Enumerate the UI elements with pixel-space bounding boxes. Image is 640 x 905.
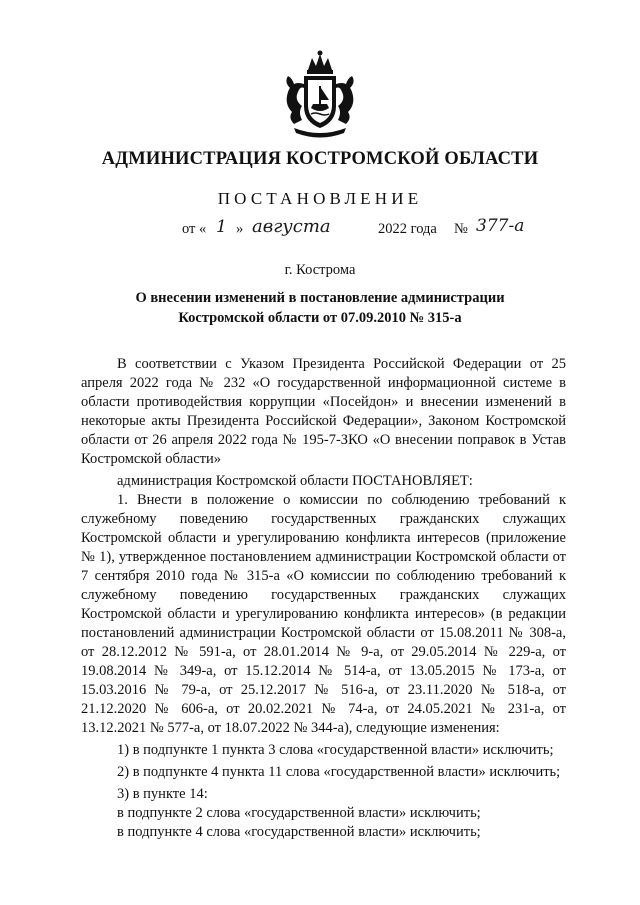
resolution-line: администрация Костромской области ПОСТАНОВЛЯЕТ:	[117, 473, 473, 489]
organization-title: АДМИНИСТРАЦИЯ КОСТРОМСКОЙ ОБЛАСТИ	[101, 149, 539, 169]
subitem-1-paragraph: 1) в подпункте 1 пункта 3 слова «государственной власти» исключить;	[117, 742, 554, 758]
date-day: 1	[216, 217, 227, 237]
document-number: 377-а	[476, 216, 525, 236]
coat-of-arms-icon	[274, 48, 366, 140]
date-month: августа	[252, 216, 331, 237]
city: г. Кострома	[284, 262, 356, 278]
preamble-paragraph: В соответствии с Указом Президента Российской Федерации от 25 апреля 2022 года № 232 «О государственной информационной системе в области противодействия коррупции «Посейдон» и внесении изменений в некоторые акты Президента Российской Федерации», Законом Костромской области от 26 апреля 2022 года № 195-7-ЗКО «О внесении поправок в Устав Костромской области»	[81, 356, 566, 467]
date-number-line	[182, 216, 582, 245]
number-sign: №	[454, 221, 468, 237]
document-body	[81, 355, 566, 842]
subitem-3a-paragraph: в подпункте 2 слова «государственной власти» исключить;	[117, 805, 481, 821]
subitem-2-paragraph: 2) в подпункте 4 пункта 11 слова «государственной власти» исключить;	[117, 764, 561, 780]
document-type: ПОСТАНОВЛЕНИЕ	[217, 189, 423, 208]
date-closing-quote: »	[236, 221, 244, 237]
subitem-3b-paragraph: в подпункте 4 слова «государственной власти» исключить;	[117, 824, 481, 840]
subitem-3-paragraph: 3) в пункте 14:	[117, 786, 208, 802]
document-subject	[0, 288, 640, 328]
date-prefix: от «	[182, 221, 207, 237]
item-1-paragraph: 1. Внести в положение о комиссии по соблюдению требований к служебному поведению государственных гражданских служащих Костромской области и урегулированию конфликта интересов (приложение № 1), утвержденное постановлением администрации Костромской области от 7 сентября 2010 года № 315-а «О комиссии по соблюдению требований к служебному поведению государственных гражданских служащих Костромской области и урегулированию конфликта интересов» (в редакции постановлений администрации Костромской области от 15.08.2011 № 308-а, от 28.12.2012 № 591-а, от 28.01.2014 № 9-а, от 29.05.2014 № 229-а, от 19.08.2014 № 349-а, от 15.12.2014 № 514-а, от 13.05.2015 № 173-а, от 15.03.2016 № 79-а, от 25.12.2017 № 516-а, от 23.11.2020 № 518-а, от 21.12.2020 № 606-а, от 20.02.2021 № 74-а, от 24.05.2021 № 231-а, от 13.12.2021 № 577-а, от 18.07.2022 № 344-а), следующие изменения:	[81, 492, 566, 736]
date-year: 2022 года	[378, 221, 437, 237]
subject-line-2: Костромской области от 07.09.2010 № 315-а	[178, 310, 462, 326]
subject-line-1: О внесении изменений в постановление администрации	[135, 290, 505, 306]
